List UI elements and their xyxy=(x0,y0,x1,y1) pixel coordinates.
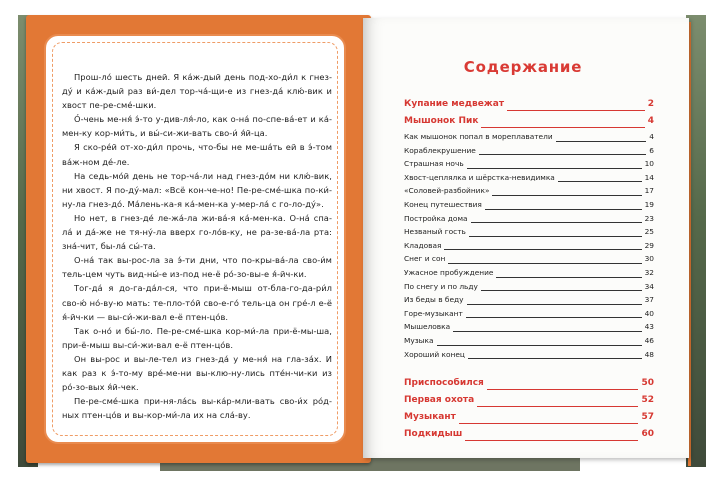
toc-entry xyxy=(404,280,654,294)
toc-entry xyxy=(404,375,654,392)
toc-entry xyxy=(404,212,654,226)
toc-entry-title: Незваный гость xyxy=(404,225,469,239)
story-text xyxy=(62,70,332,440)
toc-entry xyxy=(404,252,654,266)
toc-entry xyxy=(404,113,654,130)
toc-entry-title: Хвост-цеплялка и шёрстка-невидимка xyxy=(404,171,558,185)
toc-entry-page: 19 xyxy=(642,198,654,212)
toc-entry xyxy=(404,225,654,239)
paragraph: Я ско-ре́й от-хо-ди́л прочь, что-бы не ме-ша́ть ей в э́-том ва́ж-ном де́-ле. xyxy=(62,142,332,167)
toc-entry xyxy=(404,293,654,307)
toc-entry-title: Музыка xyxy=(404,334,437,348)
toc-entry-page: 25 xyxy=(642,225,654,239)
toc-entry-page: 40 xyxy=(642,307,654,321)
toc-entry-title: Ужасное пробуждение xyxy=(404,266,496,280)
toc-entry xyxy=(404,198,654,212)
table-of-contents xyxy=(404,96,654,443)
paragraph: О́-чень ме-ня́ э́-то у-див-ля́-ло, как о-на́ по-спе-ва́-ет и ка́-мен-ку кор-ми́ть, и вы́-си-жи-вать сво-и́ я́й-ца. xyxy=(62,114,332,139)
toc-entry-page: 30 xyxy=(642,252,654,266)
toc-entry-page: 60 xyxy=(638,426,654,443)
toc-entry-title: Как мышонок попал в мореплаватели xyxy=(404,130,556,144)
toc-entry xyxy=(404,96,654,113)
toc-entry-page: 57 xyxy=(638,409,654,426)
paragraph: Пе-ре-сме́-шка при-ня-ла́сь вы-ка́р-мли-вать сво-и́х ро́д-ных птен-цо́в и вы-кор-ми́-ла их на сла́-ву. xyxy=(62,396,332,421)
paragraph: Но нет, в гнез-де́ ле-жа́-ла жи-ва́-я ка́-мен-ка. О-на́ спа-ла́ и да́-же не тя-ну́-ла вверх го-ло́в-ку, не ра-зе-ва́-ла рта: зна́-чит, бы-ла́ сы́-та. xyxy=(62,212,332,252)
toc-entry xyxy=(404,334,654,348)
toc-entry xyxy=(404,130,654,144)
toc-entry xyxy=(404,239,654,253)
paragraph: Прош-ло́ шесть дней. Я ка́ж-дый день под-хо-ди́л к гнез-ду́ и ка́ж-дый раз ви́-дел тор-ча́-щи-е из гнез-да́ клю́-вик и хвост пе-ре-сме́-шки. xyxy=(62,72,332,111)
toc-entry-title: По снегу и по льду xyxy=(404,280,481,294)
toc-entry xyxy=(404,320,654,334)
paragraph: Тог-да́ я до-га-да́л-ся, что при-ё-мыш от-бла-го-да-ри́л сво-ю́ но́-ву-ю мать: те-пло-то́й сво-е-го́ тель-ца он гре́-л е-ё я́-йч-ки — вы-си́-жи-вал е-ё птен-цо́в. xyxy=(62,283,332,322)
toc-entry xyxy=(404,144,654,158)
paragraph: О-на́ так вы-рос-ла за э́-ти дни, что по-кры-ва́-ла сво-и́м тель-цем чуть вид-ны́-е из-под не-ё ро́-зо-вы-е я́-йч-ки. xyxy=(62,255,332,280)
toc-entry-page: 48 xyxy=(642,348,654,362)
paragraph: На седь-мо́й день не тор-ча́-ли над гнез-до́м ни клю́-вик, ни хвост. Я по-ду́-мал: «Всё кон-че-но! Пе-ре-сме́-шка по-ки́-ну-ла гнез-до́. Ма́лень-ка-я ка́-мен-ка у-мер-ла́ с го-ло-ду́». xyxy=(62,170,332,209)
toc-entry-title: Кладовая xyxy=(404,239,444,253)
toc-entry-title: Музыкант xyxy=(404,409,459,426)
toc-entry-page: 46 xyxy=(642,334,654,348)
toc-entry-page: 4 xyxy=(645,113,654,130)
paragraph: Он вы-рос и вы-ле-тел из гнез-да́ у ме-ня́ на гла-за́х. И как раз к э́-то-му вре́-ме-ни вы-клю-ну-лись пте́н-чи-ки из ро́-зо-вых я́й-чек. xyxy=(62,353,332,393)
toc-entry-page: 43 xyxy=(642,320,654,334)
contents-title: Содержание xyxy=(463,58,583,76)
toc-entry-title: Хороший конец xyxy=(404,348,468,362)
toc-entry-page: 4 xyxy=(646,130,654,144)
toc-entry-title: Снег и сон xyxy=(404,252,448,266)
toc-entry xyxy=(404,266,654,280)
toc-entry-page: 17 xyxy=(642,184,654,198)
toc-entry-page: 29 xyxy=(642,239,654,253)
toc-entry-title: Первая охота xyxy=(404,392,477,409)
toc-entry-page: 2 xyxy=(645,96,654,113)
toc-entry-title: «Соловей-разбойник» xyxy=(404,184,492,198)
toc-entry-title: Подкидыш xyxy=(404,426,465,443)
toc-entry-title: Горе-музыкант xyxy=(404,307,466,321)
paragraph: Так о-но́ и бы́-ло. Пе-ре-сме́-шка кор-ми́-ла при-ё-мы-ша, при-ё-мыш вы-си́-жи-вал е-ё птен-цо́в. xyxy=(62,325,332,350)
toc-entry-title: Постройка дома xyxy=(404,212,471,226)
toc-entry-title: Приспособился xyxy=(404,375,487,392)
toc-entry xyxy=(404,348,654,362)
toc-entry xyxy=(404,426,654,443)
toc-entry xyxy=(404,409,654,426)
toc-entry xyxy=(404,184,654,198)
toc-entry-title: Страшная ночь xyxy=(404,157,467,171)
toc-entry-page: 6 xyxy=(646,144,654,158)
toc-entry-title: Конец путешествия xyxy=(404,198,485,212)
toc-entry xyxy=(404,307,654,321)
toc-entry xyxy=(404,171,654,185)
toc-entry xyxy=(404,157,654,171)
toc-entry-page: 37 xyxy=(642,293,654,307)
toc-entry-page: 34 xyxy=(642,280,654,294)
toc-entry-page: 50 xyxy=(638,375,654,392)
toc-entry xyxy=(404,392,654,409)
toc-entry-page: 23 xyxy=(642,212,654,226)
toc-entry-title: Купание медвежат xyxy=(404,96,507,113)
toc-entry-page: 10 xyxy=(642,157,654,171)
toc-entry-page: 32 xyxy=(642,266,654,280)
toc-entry-title: Кораблекрушение xyxy=(404,144,479,158)
toc-entry-title: Мышонок Пик xyxy=(404,113,481,130)
toc-entry-page: 14 xyxy=(642,171,654,185)
toc-entry-page: 52 xyxy=(638,392,654,409)
toc-entry-title: Мышеловка xyxy=(404,320,453,334)
toc-entry-title: Из беды в беду xyxy=(404,293,467,307)
